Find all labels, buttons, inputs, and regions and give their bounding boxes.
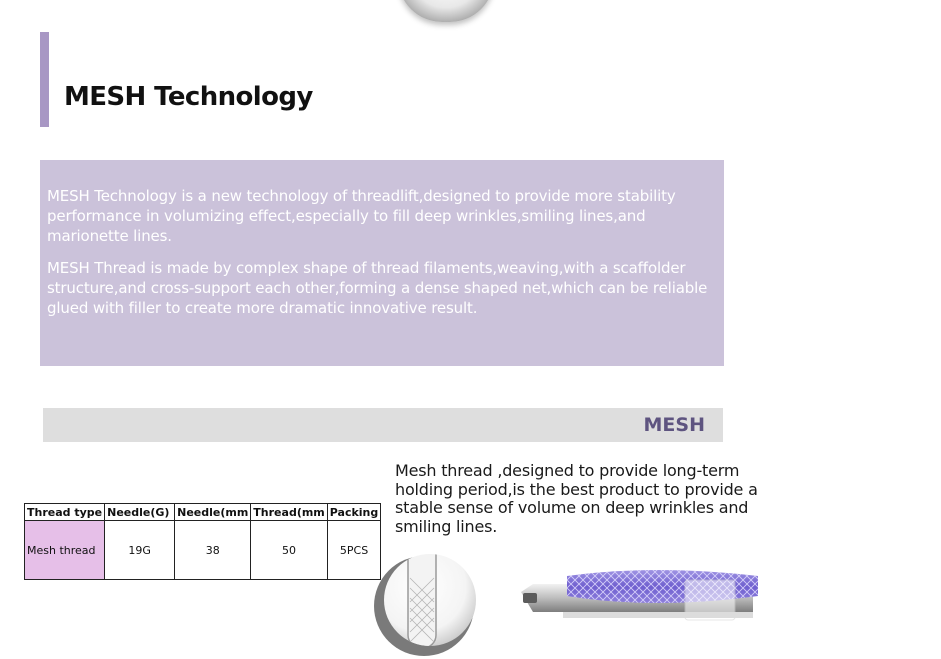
- cell-packing: 5PCS: [327, 521, 381, 580]
- cell-thread-type: Mesh thread: [25, 521, 105, 580]
- product-description: Mesh thread ,designed to provide long-term holding period,is the best product to provide a stable sense of volume on deep wrinkles and smiling lines.: [395, 461, 758, 536]
- mesh-section-label: MESH: [643, 414, 705, 436]
- title-accent-bar: [40, 32, 49, 127]
- spec-table: [24, 503, 381, 580]
- cell-needle-length: 38: [175, 521, 251, 580]
- table-row: [25, 521, 381, 580]
- page-title: MESH Technology: [64, 82, 313, 112]
- needle-tip-magnified-icon: [358, 548, 488, 658]
- header-needle-length: Needle(mm: [175, 504, 251, 521]
- cell-thread-length: 50: [251, 521, 327, 580]
- description-paragraph-1: MESH Technology is a new technology of threadlift,designed to provide more stability performance in volumizing effect,especially to fill deep wrinkles,smiling lines,and marionette lines.: [47, 187, 676, 245]
- header-packing: Packing: [327, 504, 381, 521]
- mesh-section-bar: [43, 408, 723, 442]
- header-thread-length: Thread(mm: [251, 504, 327, 521]
- mesh-thread-needle-icon: [503, 540, 768, 635]
- top-disc-ornament: [398, 0, 494, 22]
- cell-needle-gauge: 19G: [105, 521, 175, 580]
- table-header-row: [25, 504, 381, 521]
- header-needle-gauge: Needle(G): [105, 504, 175, 521]
- header-thread-type: Thread type: [25, 504, 105, 521]
- description-box: [40, 160, 724, 366]
- description-paragraph-2: MESH Thread is made by complex shape of thread filaments,weaving,with a scaffolder structure,and cross-support each other,forming a dense shaped net,which can be reliable glued with filler to create more dramatic innovative result.: [47, 259, 708, 317]
